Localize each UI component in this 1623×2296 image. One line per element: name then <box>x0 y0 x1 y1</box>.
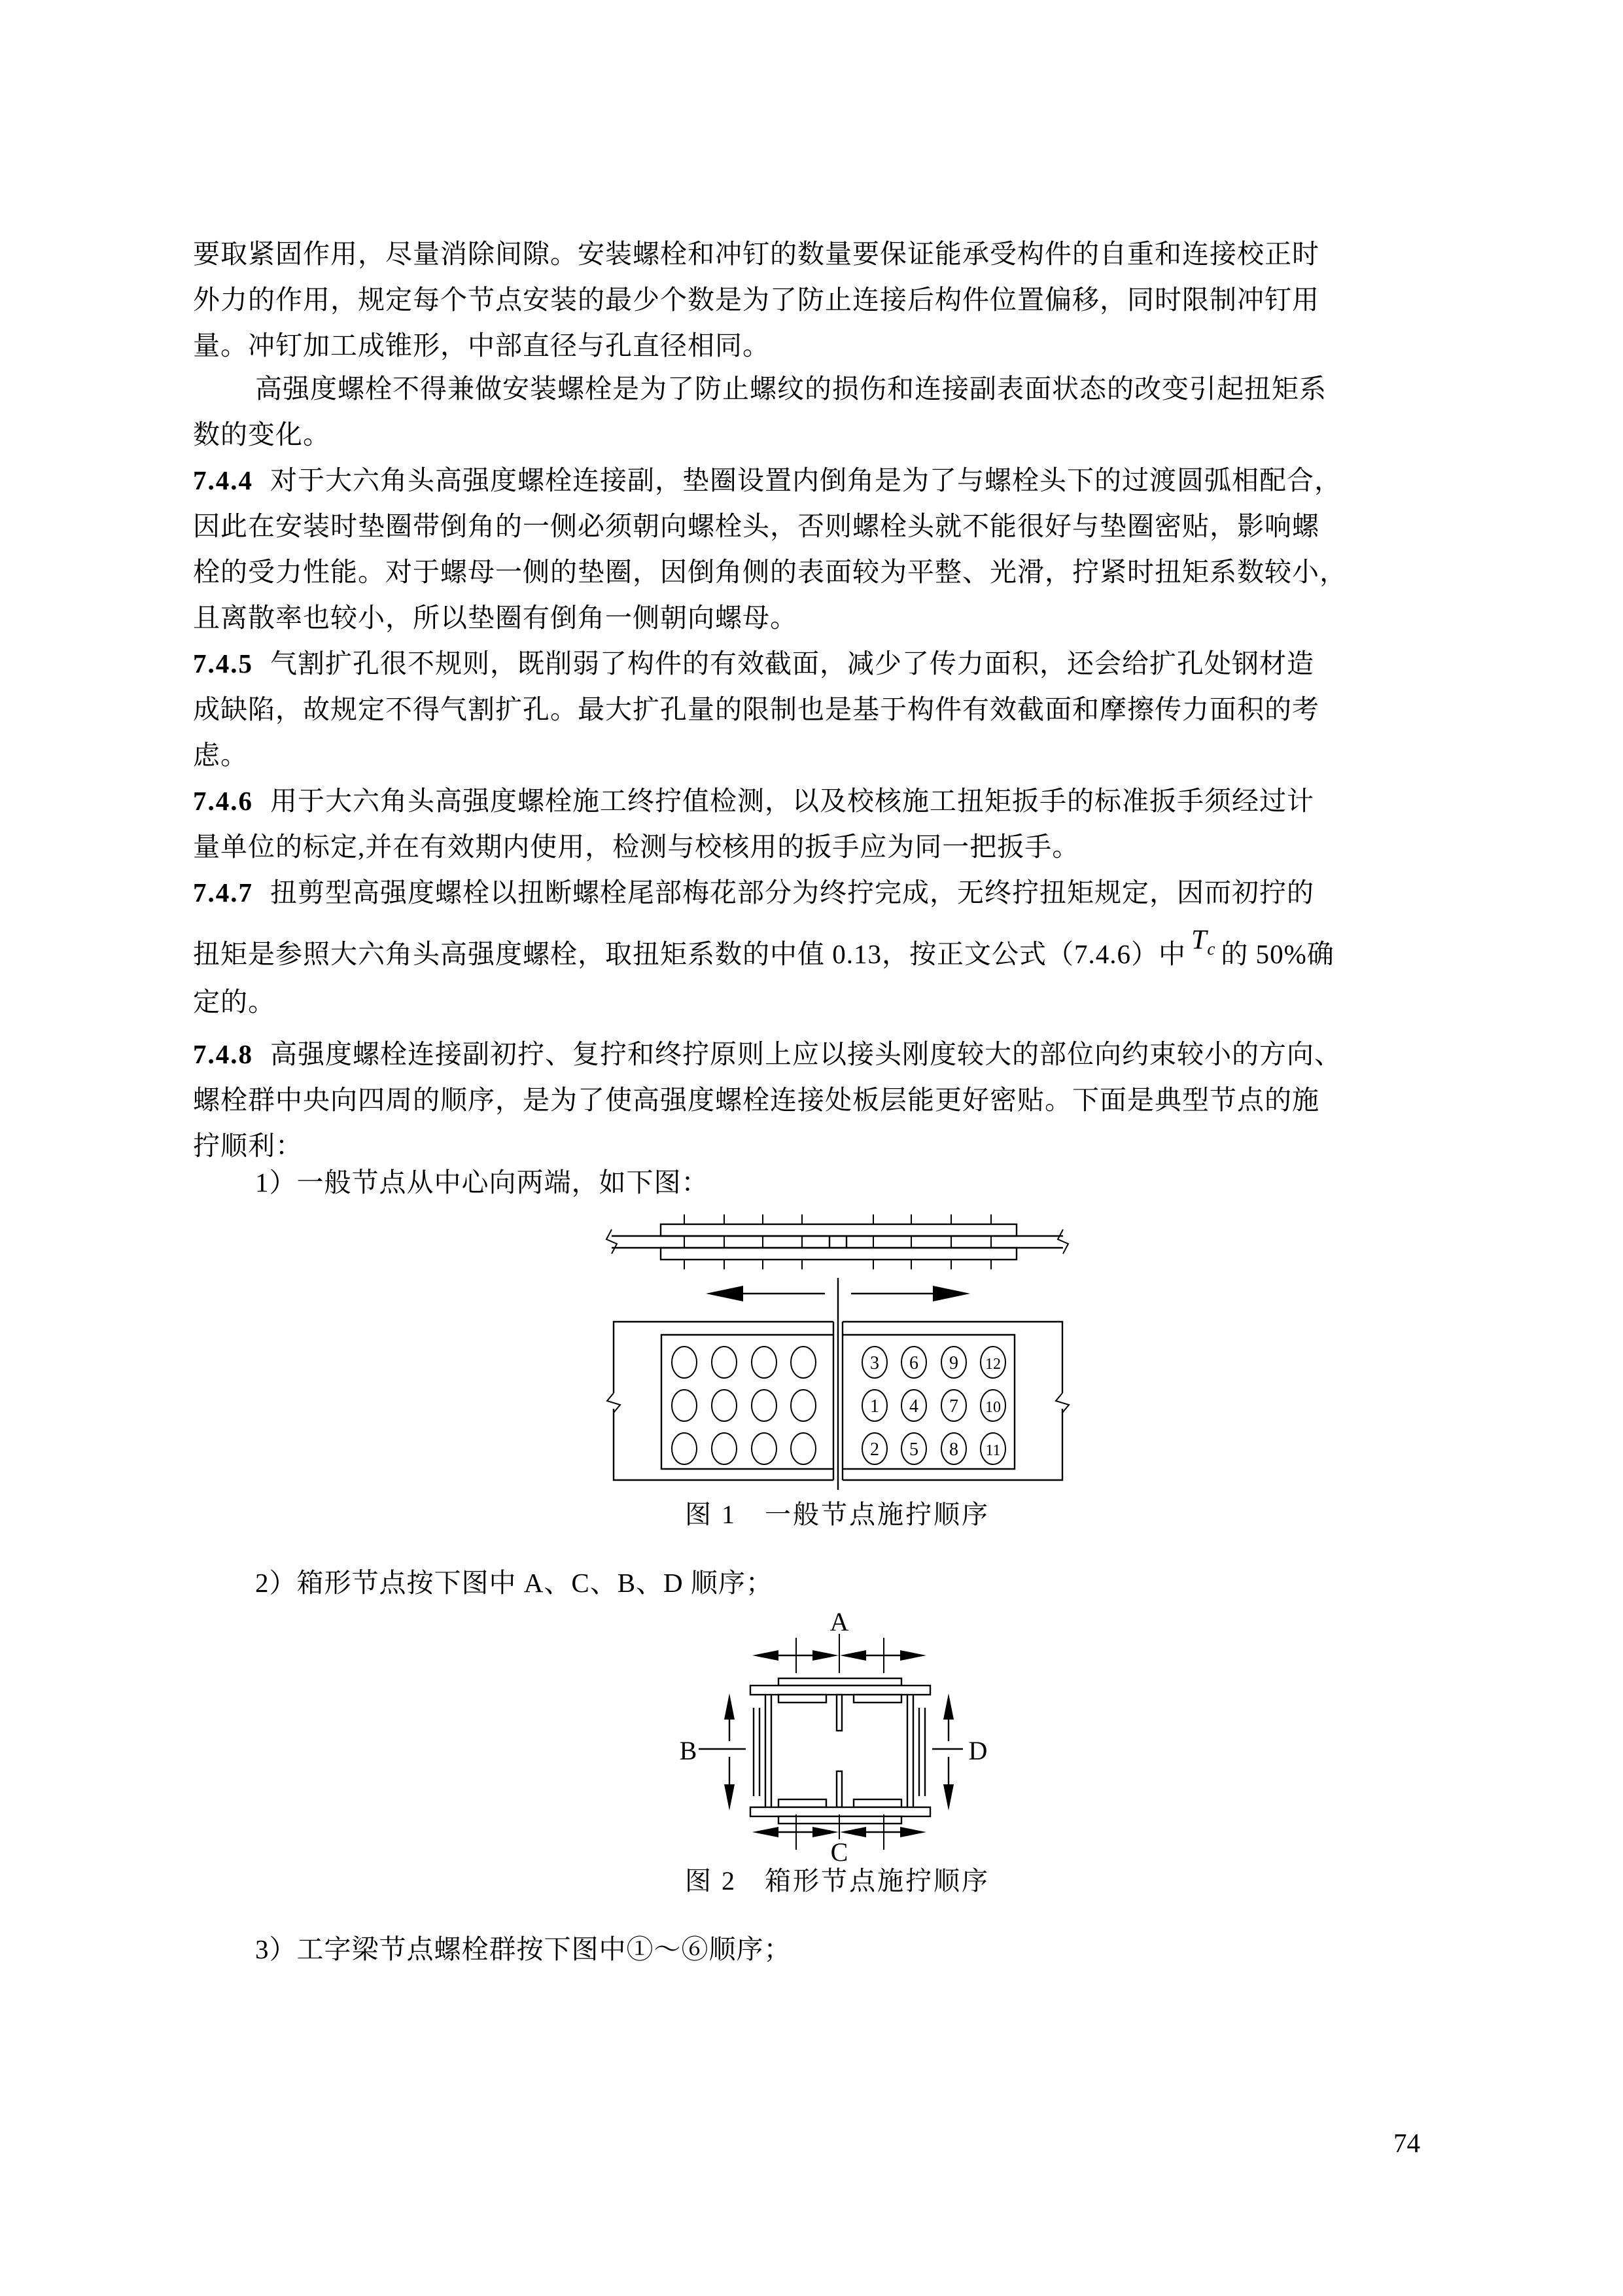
section-7-4-4 <box>193 457 1436 641</box>
label-a: A <box>829 1607 849 1636</box>
list-item-3: 3）工字梁节点螺栓群按下图中①～⑥顺序； <box>255 1934 792 1964</box>
text-line <box>193 457 1436 503</box>
bolt-number: 1 <box>870 1396 879 1417</box>
section-7-4-7-end <box>193 979 1436 1025</box>
bolt-number: 12 <box>985 1356 1001 1373</box>
text-line: 高强度螺栓不得兼做安装螺栓是为了防止螺纹的损伤和连接副表面状态的改变引起扭矩系 <box>255 374 1327 404</box>
arrow-left-icon <box>706 1286 743 1301</box>
label-c: C <box>830 1837 848 1867</box>
text-line: 且离散率也较小，所以垫圈有倒角一侧朝向螺母。 <box>193 603 797 633</box>
formula-pre-text: 扭矩是参照大六角头高强度螺栓，取扭矩系数的中值 0.13，按正文公式（7.4.6）中 <box>193 939 1186 969</box>
figure1-caption: 图 1 一般节点施拧顺序 <box>685 1500 990 1529</box>
bolt-number: 3 <box>870 1353 879 1373</box>
section-7-4-5 <box>193 641 1436 778</box>
text-line <box>193 778 1436 824</box>
section-text: 扭剪型高强度螺栓以扭断螺栓尾部梅花部分为终拧完成，无终拧扭矩规定，因而初拧的 <box>270 877 1314 908</box>
label-d: D <box>968 1736 988 1765</box>
section-text: 用于大六角头高强度螺栓施工终拧值检测，以及校核施工扭矩扳手的标准扳手须经过计 <box>270 786 1314 816</box>
arrow-down-icon <box>724 1784 735 1810</box>
text-line: 栓的受力性能。对于螺母一侧的垫圈，因倒角侧的表面较为平整、光滑，拧紧时扭矩系数较小， <box>193 557 1347 587</box>
bolt-number: 10 <box>985 1399 1001 1416</box>
section-text: 高强度螺栓连接副初拧、复拧和终拧原则上应以接头刚度较大的部位向约束较小的方向、 <box>270 1039 1342 1069</box>
text-line: 成缺陷，故规定不得气割扩孔。最大扩孔量的限制也是基于构件有效截面和摩擦传力面积的考 <box>193 694 1319 724</box>
bolt-holes-left <box>672 1347 816 1464</box>
figure1-direction-arrows <box>706 1278 970 1490</box>
label-b: B <box>679 1736 697 1765</box>
arrow-right-icon <box>900 1650 926 1661</box>
arrow-left-icon <box>840 1827 866 1837</box>
bolt-number: 8 <box>949 1439 958 1460</box>
text-line <box>193 1031 1436 1077</box>
paragraph-continuation <box>193 231 1436 368</box>
text-line <box>193 870 1436 915</box>
section-number: 7.4.5 <box>193 648 253 679</box>
arrow-left-icon <box>752 1827 778 1837</box>
section-number: 7.4.7 <box>193 877 253 908</box>
section-number: 7.4.6 <box>193 786 253 816</box>
figure1-general-joint-diagram <box>576 1207 1099 1498</box>
text-line <box>193 925 1436 977</box>
arrow-right-icon <box>812 1650 839 1661</box>
bolt-number: 4 <box>909 1396 918 1417</box>
figure2-caption: 图 2 箱形节点施拧顺序 <box>685 1866 990 1896</box>
text-line: 定的。 <box>193 987 275 1017</box>
section-7-4-7 <box>193 870 1436 915</box>
text-line: 拧顺利： <box>193 1131 303 1161</box>
section-number: 7.4.4 <box>193 465 253 495</box>
symbol-subscript-c: c <box>1207 939 1216 959</box>
text-line: 外力的作用，规定每个节点安装的最少个数是为了防止连接后构件位置偏移，同时限制冲钉用 <box>193 285 1319 315</box>
section-7-4-6 <box>193 778 1436 870</box>
text-line: 要取紧固作用，尽量消除间隙。安装螺栓和冲钉的数量要保证能承受构件的自重和连接校正时 <box>193 239 1319 269</box>
paragraph <box>193 366 1436 457</box>
bolt-number: 5 <box>909 1439 918 1460</box>
section-number: 7.4.8 <box>193 1039 253 1069</box>
text-line <box>193 641 1436 686</box>
bolt-number: 6 <box>909 1353 918 1373</box>
arrow-right-icon <box>812 1827 839 1837</box>
section-7-4-8 <box>193 1031 1436 1169</box>
figure1-side-view <box>606 1214 1068 1269</box>
arrow-up-icon <box>724 1693 735 1720</box>
arrow-left-icon <box>752 1650 778 1661</box>
text-line: 因此在安装时垫圈带倒角的一侧必须朝向螺栓头，否则螺栓头就不能很好与垫圈密贴，影响螺 <box>193 511 1319 541</box>
page-number: 74 <box>1393 2128 1420 2158</box>
list-item-2: 2）箱形节点按下图中 A、C、B、D 顺序； <box>255 1568 773 1598</box>
figure2-label-d-arrow <box>932 1693 987 1810</box>
text-line: 量。冲钉加工成锥形，中部直径与孔直径相同。 <box>193 330 770 361</box>
formula-post-text: 的 50%确 <box>1221 939 1335 969</box>
bolt-holes-numbered <box>862 1347 1005 1464</box>
arrow-left-icon <box>840 1650 866 1661</box>
break-mark-right <box>1058 1229 1068 1254</box>
figure2-box-joint-diagram <box>654 1600 1021 1867</box>
arrow-up-icon <box>943 1693 954 1720</box>
text-line: 量单位的标定,并在有效期内使用，检测与校核用的扳手应为同一把扳手。 <box>193 832 1080 862</box>
arrow-right-icon <box>933 1286 970 1301</box>
text-line: 虑。 <box>193 740 248 770</box>
section-text: 气割扩孔很不规则，既削弱了构件的有效截面，减少了传力面积，还会给扩孔处钢材造 <box>270 648 1314 679</box>
section-7-4-7-formula-line <box>193 925 1436 977</box>
section-text: 对于大六角头高强度螺栓连接副，垫圈设置内倒角是为了与螺栓头下的过渡圆弧相配合， <box>270 465 1342 495</box>
bolt-number: 7 <box>949 1396 958 1417</box>
torque-coefficient-symbol <box>1191 917 1215 972</box>
figure2-box-section <box>750 1678 930 1824</box>
bolt-number: 2 <box>870 1439 879 1460</box>
list-item-1: 1）一般节点从中心向两端，如下图： <box>255 1167 709 1197</box>
arrow-down-icon <box>943 1784 954 1810</box>
text-line: 数的变化。 <box>193 419 330 450</box>
figure2-label-b-arrow <box>680 1693 746 1810</box>
bolt-number: 11 <box>985 1442 1001 1459</box>
bolt-number: 9 <box>949 1353 958 1373</box>
break-mark-left <box>606 1229 617 1254</box>
arrow-right-icon <box>900 1827 926 1837</box>
symbol-T: T <box>1191 925 1208 955</box>
text-line: 螺栓群中央向四周的顺序，是为了使高强度螺栓连接处板层能更好密贴。下面是典型节点的施 <box>193 1085 1319 1115</box>
